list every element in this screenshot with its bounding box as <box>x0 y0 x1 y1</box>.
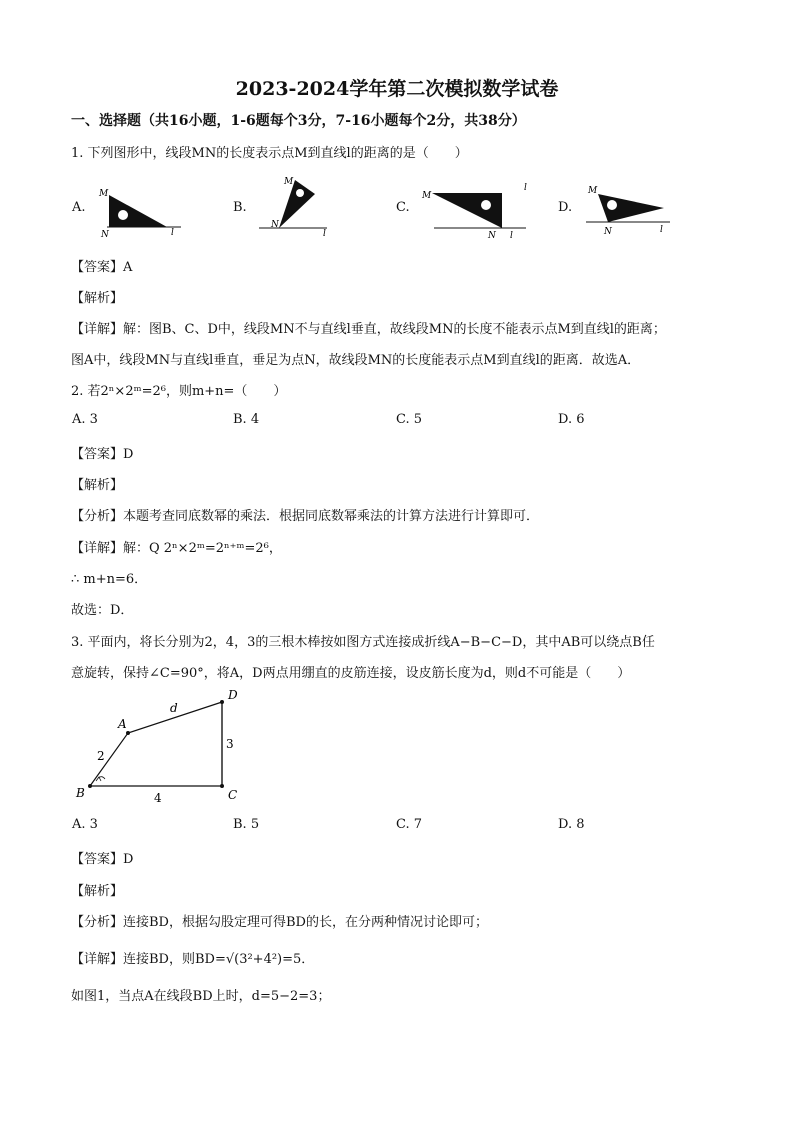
q3-label-a: A <box>118 717 127 731</box>
q1-stem: 1. 下列图形中，线段MN的长度表示点M到直线l的距离的是（ ） <box>71 146 468 161</box>
q2-option-b: B. 4 <box>233 412 260 427</box>
q1-c-label-l-top: l <box>524 183 527 193</box>
q3-label-d: D <box>228 688 238 702</box>
q1-answer: 【答案】A <box>71 260 133 275</box>
q1-a-label-l: l <box>171 228 174 238</box>
q3-label-ab: 2 <box>97 749 105 763</box>
q1-option-d-label: D. <box>558 200 573 215</box>
q1-a-label-m: M <box>99 189 109 199</box>
q2-step: ∴ m+n=6． <box>71 572 148 587</box>
q3-label-bc: 4 <box>154 791 162 805</box>
q2-answer: 【答案】D <box>71 447 134 462</box>
q1-b-label-n: N <box>271 220 279 230</box>
q3-stem-line-2: 意旋转，保持∠C=90°，将A，D两点用绷直的皮筋连接，设皮筋长度为d，则d不可能是（ ） <box>71 666 631 681</box>
q2-fenxi: 【分析】本题考查同底数幂的乘法．根据同底数幂乘法的计算方法进行计算即可． <box>71 509 540 524</box>
q3-analysis-heading: 【解析】 <box>71 884 124 899</box>
q1-d-label-l: l <box>660 225 663 235</box>
q3-label-d-length: d <box>170 701 178 715</box>
q1-b-label-l: l <box>323 229 326 239</box>
q1-figure-c <box>418 180 533 240</box>
q3-option-a: A. 3 <box>72 817 98 832</box>
q3-fenxi: 【分析】连接BD，根据勾股定理可得BD的长，在分两种情况讨论即可； <box>71 915 488 930</box>
q3-label-b: B <box>76 786 85 800</box>
q2-detail: 【详解】解：Q 2ⁿ×2ᵐ=2ⁿ⁺ᵐ=2⁶， <box>71 541 282 556</box>
q1-option-b-label: B. <box>233 200 247 215</box>
q3-case-1: 如图1，当点A在线段BD上时，d=5−2=3； <box>71 989 331 1004</box>
q1-detail-line-2: 图A中，线段MN与直线l垂直，垂足为点N，故线段MN的长度能表示点M到直线l的距离．故选A． <box>71 353 641 368</box>
q2-option-d: D. 6 <box>558 412 585 427</box>
q3-option-d: D. 8 <box>558 817 585 832</box>
q3-detail: 【详解】连接BD，则BD=√(3²+4²)=5． <box>71 952 315 967</box>
q2-analysis-heading: 【解析】 <box>71 478 124 493</box>
q2-option-a: A. 3 <box>72 412 98 427</box>
q3-stem-line-1: 3. 平面内，将长分别为2，4，3的三根木棒按如图方式连接成折线A−B−C−D，其中AB可以绕点B任 <box>71 635 655 650</box>
q3-label-c: C <box>228 788 238 802</box>
q1-option-a-label: A. <box>72 200 86 215</box>
q1-d-label-m: M <box>588 186 598 196</box>
q3-label-cd: 3 <box>226 737 234 751</box>
q2-choose: 故选：D． <box>71 603 134 618</box>
q1-analysis-heading: 【解析】 <box>71 291 124 306</box>
q1-c-label-m: M <box>422 191 432 201</box>
section-heading: 一、选择题（共16小题，1-6题每个3分，7-16小题每个2分，共38分） <box>71 113 526 129</box>
q3-figure <box>72 685 252 810</box>
q1-b-label-m: M <box>284 177 294 187</box>
q1-figure-d <box>580 182 675 240</box>
q1-figure-b <box>253 172 333 237</box>
page-title: 2023-2024学年第二次模拟数学试卷 <box>235 78 559 100</box>
q1-option-c-label: C. <box>396 200 410 215</box>
q1-a-label-n: N <box>101 230 109 240</box>
q2-option-c: C. 5 <box>396 412 423 427</box>
q3-answer: 【答案】D <box>71 852 134 867</box>
q2-stem: 2. 若2ⁿ×2ᵐ=2⁶，则m+n=（ ） <box>71 384 287 399</box>
q3-option-c: C. 7 <box>396 817 423 832</box>
q1-d-label-n: N <box>604 227 612 237</box>
q1-figure-a <box>95 185 190 240</box>
q1-c-label-l: l <box>510 231 513 241</box>
q3-option-b: B. 5 <box>233 817 260 832</box>
q1-detail-line-1: 【详解】解：图B、C、D中，线段MN不与直线l垂直，故线段MN的长度不能表示点M到直线l的距离； <box>71 322 666 337</box>
q1-c-label-n: N <box>488 231 496 241</box>
